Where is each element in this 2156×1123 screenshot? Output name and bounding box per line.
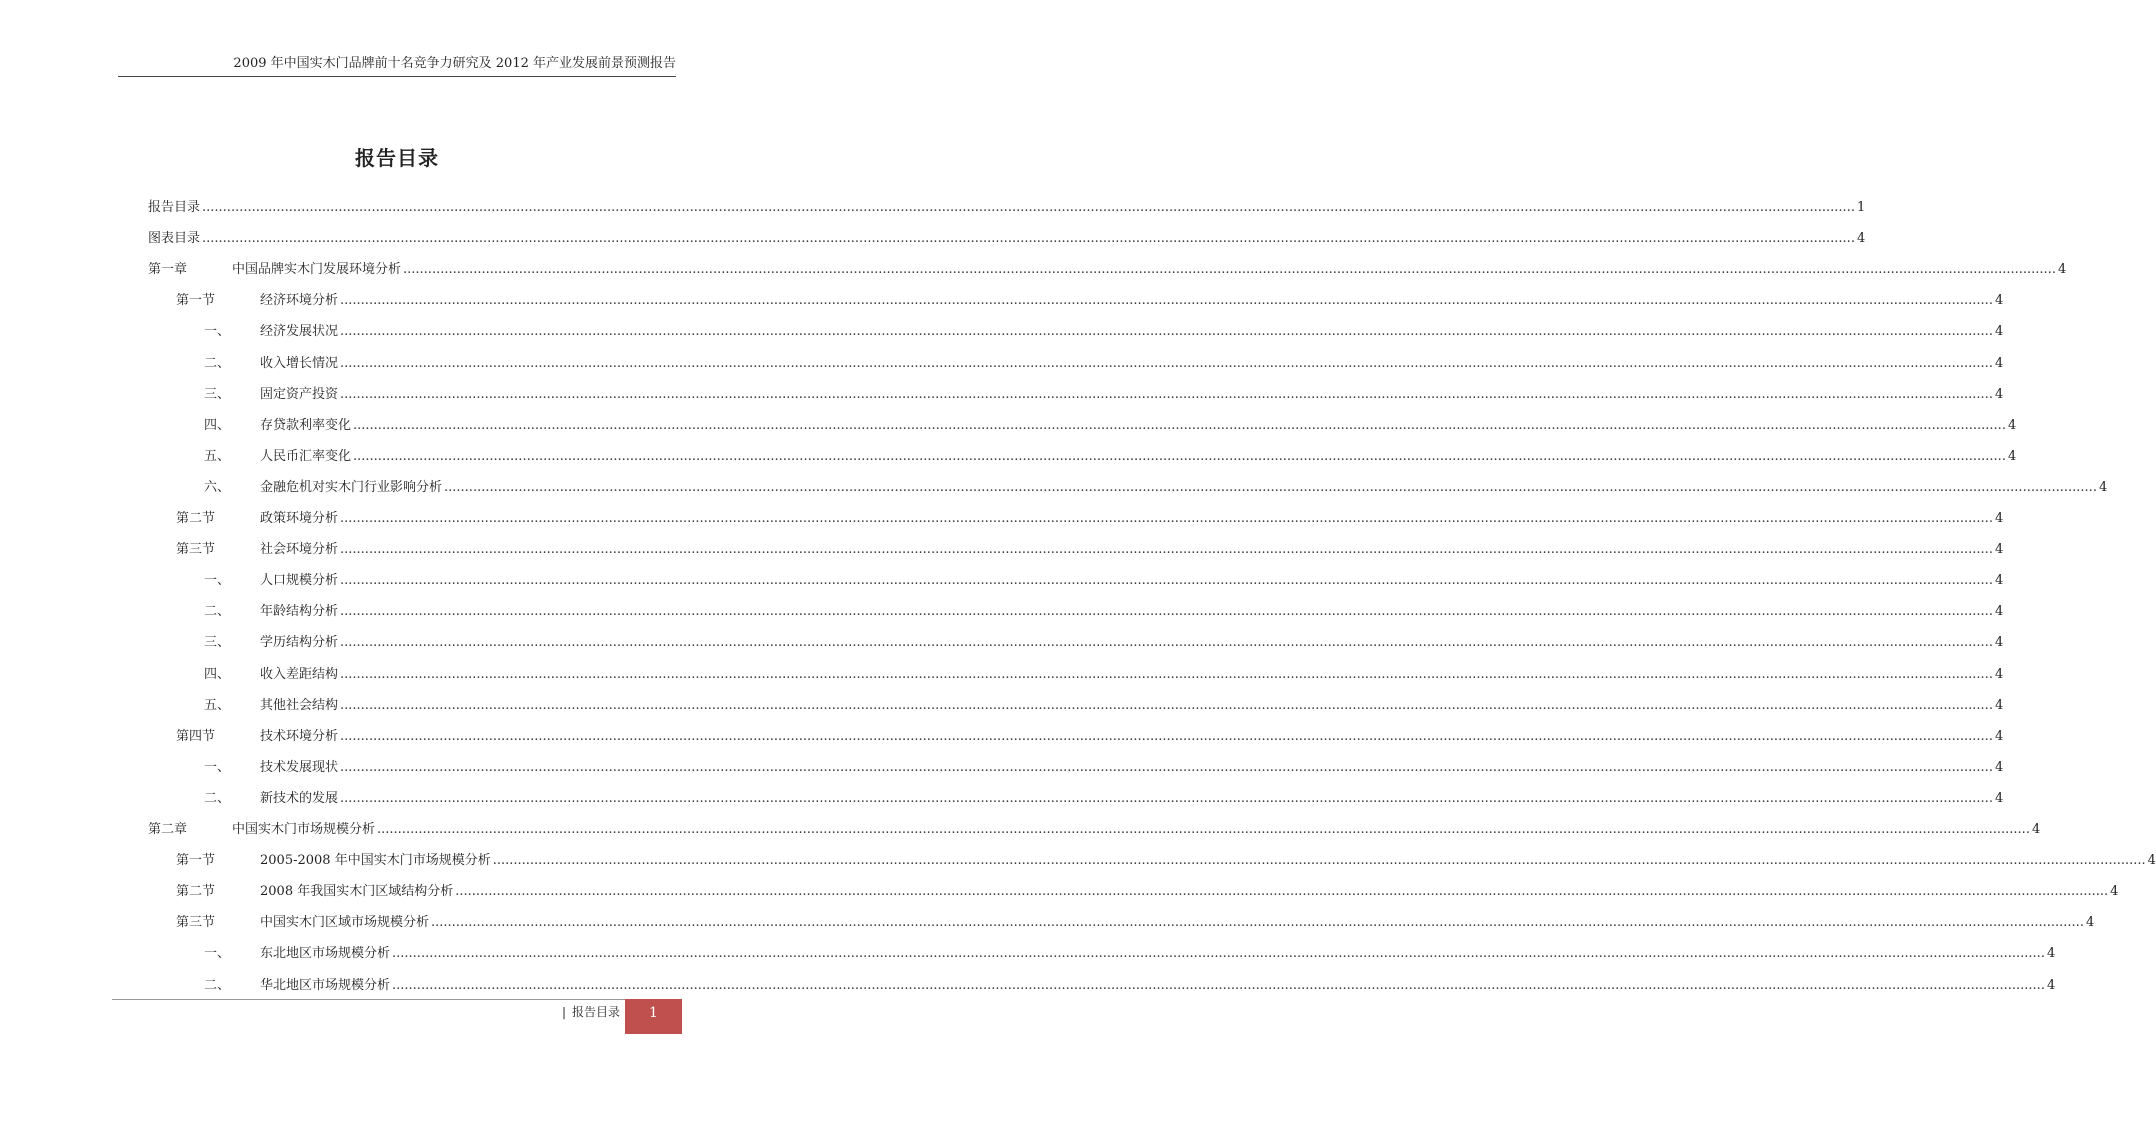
- toc-entry-page: 4: [2031, 822, 2041, 837]
- toc-entry[interactable]: [204, 383, 2004, 403]
- toc-entry-number: 一、: [204, 573, 231, 589]
- footer-divider: [112, 999, 680, 1000]
- toc-dot-leader: ................................................................................................................................................................................................................................................................................................................................................................................................................: [353, 417, 2006, 433]
- toc-entry[interactable]: [176, 507, 2004, 527]
- toc-entry[interactable]: [204, 445, 2017, 465]
- toc-entry-page: 4: [2046, 977, 2056, 993]
- running-header: [118, 56, 676, 77]
- toc-entry[interactable]: [204, 476, 2108, 496]
- toc-entry[interactable]: [176, 849, 2156, 869]
- toc-entry-title: 政策环境分析: [260, 511, 339, 526]
- toc-entry-title: 社会环境分析: [260, 542, 339, 558]
- toc-dot-leader: ................................................................................................................................................................................................................................................................................................................................................................................................................: [202, 231, 1855, 247]
- toc-entry-title: 年龄结构分析: [260, 604, 339, 620]
- toc-entry[interactable]: [204, 320, 2004, 340]
- toc-dot-leader: ................................................................................................................................................................................................................................................................................................................................................................................................................: [377, 822, 2030, 837]
- toc-entry-title: 固定资产投资: [260, 386, 339, 402]
- toc-entry-number: 第一节: [176, 853, 216, 869]
- toc-entry-page: 1: [1856, 200, 1866, 215]
- toc-entry-page: 4: [1856, 231, 1866, 247]
- toc-entry-title: 金融危机对实木门行业影响分析: [260, 479, 443, 495]
- toc-dot-leader: ................................................................................................................................................................................................................................................................................................................................................................................................................: [340, 728, 1993, 744]
- toc-entry-number: 二、: [204, 790, 231, 806]
- toc-entry-page: 4: [1994, 355, 2004, 371]
- toc-dot-leader: ................................................................................................................................................................................................................................................................................................................................................................................................................: [444, 479, 2097, 495]
- toc-entry-page: 4: [2046, 946, 2056, 962]
- toc-dot-leader: ................................................................................................................................................................................................................................................................................................................................................................................................................: [340, 790, 1993, 806]
- toc-entry-number: 一、: [204, 324, 231, 340]
- toc-entry[interactable]: [204, 663, 2004, 683]
- toc-entry-title: 其他社会结构: [260, 697, 339, 713]
- toc-dot-leader: ................................................................................................................................................................................................................................................................................................................................................................................................................: [340, 697, 1993, 713]
- toc-entry-title: 华北地区市场规模分析: [260, 977, 391, 993]
- toc-entry-page: 4: [1994, 573, 2004, 589]
- footer-label: [520, 1004, 620, 1020]
- toc-dot-leader: ................................................................................................................................................................................................................................................................................................................................................................................................................: [340, 666, 1993, 682]
- footer-page-number: 1: [625, 999, 682, 1034]
- toc-dot-leader: ................................................................................................................................................................................................................................................................................................................................................................................................................: [202, 200, 1855, 215]
- toc-entry-number: 三、: [204, 635, 231, 651]
- toc-entry-number: 第二节: [176, 511, 216, 526]
- toc-entry-title: 中国实木门区域市场规模分析: [260, 915, 430, 931]
- toc-entry-page: 4: [2057, 262, 2067, 278]
- toc-entry-title: 存贷款利率变化: [260, 417, 352, 433]
- toc-entry-number: 五、: [204, 448, 231, 464]
- toc-entry[interactable]: [204, 569, 2004, 589]
- toc-entry[interactable]: [176, 880, 2119, 900]
- toc-dot-leader: ................................................................................................................................................................................................................................................................................................................................................................................................................: [340, 604, 1993, 620]
- toc-entry-title: 技术发展现状: [260, 759, 339, 775]
- toc-entry-number: 二、: [204, 604, 231, 620]
- toc-entry-number: 第三节: [176, 915, 216, 931]
- toc-entry-number: 一、: [204, 946, 231, 962]
- toc-entry[interactable]: [204, 787, 2004, 807]
- toc-entry-page: 4: [2007, 448, 2017, 464]
- toc-entry-number: 第二章: [148, 822, 188, 837]
- toc-entry[interactable]: [176, 289, 2004, 309]
- toc-dot-leader: ................................................................................................................................................................................................................................................................................................................................................................................................................: [340, 355, 1993, 371]
- toc-entry-title: 经济发展状况: [260, 324, 339, 340]
- toc-entry-page: 4: [1994, 511, 2004, 526]
- toc-entry[interactable]: [204, 352, 2004, 372]
- toc-entry-title: 经济环境分析: [260, 293, 339, 309]
- toc-entry-title: 报告目录: [148, 200, 201, 215]
- footer-section-label: 报告目录: [571, 1005, 620, 1019]
- toc-entry-page: 4: [1994, 759, 2004, 775]
- toc-dot-leader: ................................................................................................................................................................................................................................................................................................................................................................................................................: [340, 324, 1993, 340]
- toc-entry-page: 4: [2110, 884, 2119, 900]
- footer-separator: |: [561, 1005, 566, 1019]
- toc-dot-leader: ................................................................................................................................................................................................................................................................................................................................................................................................................: [340, 386, 1993, 402]
- toc-entry-title: 图表目录: [148, 231, 201, 247]
- toc-entry[interactable]: [204, 694, 2004, 714]
- toc-dot-leader: ................................................................................................................................................................................................................................................................................................................................................................................................................: [340, 635, 1993, 651]
- toc-entry[interactable]: [204, 414, 2017, 434]
- toc-entry[interactable]: [204, 974, 2056, 994]
- toc-dot-leader: ................................................................................................................................................................................................................................................................................................................................................................................................................: [340, 542, 1993, 558]
- toc-entry-title: 2005-2008 年中国实木门市场规模分析: [260, 853, 491, 869]
- toc-entry-page: 4: [2085, 915, 2095, 931]
- toc-dot-leader: ................................................................................................................................................................................................................................................................................................................................................................................................................: [455, 884, 2109, 900]
- toc-entry-number: 四、: [204, 666, 231, 682]
- toc-entry[interactable]: [176, 725, 2004, 745]
- toc-dot-leader: ................................................................................................................................................................................................................................................................................................................................................................................................................: [340, 759, 1993, 775]
- toc-entry-number: 二、: [204, 977, 231, 993]
- toc-entry-page: 4: [1994, 635, 2004, 651]
- toc-entry-page: 4: [1994, 728, 2004, 744]
- toc-entry-number: 一、: [204, 759, 231, 775]
- toc-entry-number: 第二节: [176, 884, 216, 900]
- toc-entry-page: 4: [1994, 790, 2004, 806]
- toc-entry[interactable]: [176, 538, 2004, 558]
- toc-entry-title: 东北地区市场规模分析: [260, 946, 391, 962]
- toc-entry-page: 4: [1994, 697, 2004, 713]
- toc-entry-number: 五、: [204, 697, 231, 713]
- toc-entry[interactable]: [204, 600, 2004, 620]
- toc-entry-title: 中国品牌实木门发展环境分析: [232, 262, 402, 278]
- toc-entry[interactable]: [148, 196, 1866, 216]
- toc-entry-page: 4: [1994, 293, 2004, 309]
- toc-entry-title: 2008 年我国实木门区域结构分析: [260, 884, 454, 900]
- toc-entry-page: 4: [2007, 417, 2017, 433]
- toc-entry-title: 技术环境分析: [260, 728, 339, 744]
- toc-entry[interactable]: [148, 258, 2067, 278]
- toc-dot-leader: ................................................................................................................................................................................................................................................................................................................................................................................................................: [431, 915, 2084, 931]
- toc-dot-leader: ................................................................................................................................................................................................................................................................................................................................................................................................................: [340, 573, 1993, 589]
- header-text: 2009 年中国实木门品牌前十名竞争力研究及 2012 年产业发展前景预测报告: [233, 56, 676, 71]
- toc-dot-leader: ................................................................................................................................................................................................................................................................................................................................................................................................................: [340, 511, 1993, 526]
- toc-entry-page: 4: [1994, 542, 2004, 558]
- toc-entry[interactable]: [148, 227, 1866, 247]
- toc-entry-page: 4: [2098, 479, 2108, 495]
- toc-dot-leader: ................................................................................................................................................................................................................................................................................................................................................................................................................: [340, 293, 1993, 309]
- page-title: 报告目录: [355, 146, 439, 170]
- toc-entry-page: 4: [1994, 604, 2004, 620]
- toc-entry-number: 六、: [204, 479, 231, 495]
- toc-entry-title: 中国实木门市场规模分析: [232, 822, 376, 837]
- toc-entry-number: 第四节: [176, 728, 216, 744]
- toc-entry-page: 4: [1994, 386, 2004, 402]
- toc-dot-leader: ................................................................................................................................................................................................................................................................................................................................................................................................................: [353, 448, 2006, 464]
- toc-entry-title: 新技术的发展: [260, 790, 339, 806]
- toc-entry-number: 二、: [204, 355, 231, 371]
- toc-entry-number: 第一章: [148, 262, 188, 278]
- toc-entry-title: 学历结构分析: [260, 635, 339, 651]
- toc-dot-leader: ................................................................................................................................................................................................................................................................................................................................................................................................................: [392, 977, 2045, 993]
- toc-entry-title: 收入增长情况: [260, 355, 339, 371]
- toc-entry-number: 第一节: [176, 293, 216, 309]
- toc-dot-leader: ................................................................................................................................................................................................................................................................................................................................................................................................................: [403, 262, 2056, 278]
- toc-entry-page: 4: [1994, 666, 2004, 682]
- toc-dot-leader: ................................................................................................................................................................................................................................................................................................................................................................................................................: [492, 853, 2146, 869]
- toc-entry-page: 4: [2147, 853, 2156, 869]
- toc-entry-number: 三、: [204, 386, 231, 402]
- toc-entry[interactable]: [176, 911, 2095, 931]
- toc-entry-title: 人口规模分析: [260, 573, 339, 589]
- toc-entry-number: 第三节: [176, 542, 216, 558]
- toc-entry[interactable]: [204, 756, 2004, 776]
- toc-dot-leader: ................................................................................................................................................................................................................................................................................................................................................................................................................: [392, 946, 2045, 962]
- toc-entry-title: 收入差距结构: [260, 666, 339, 682]
- toc-entry[interactable]: [204, 942, 2056, 962]
- toc-entry[interactable]: [204, 631, 2004, 651]
- toc-entry-number: 四、: [204, 417, 231, 433]
- toc-entry[interactable]: [148, 818, 2041, 838]
- toc-entry-page: 4: [1994, 324, 2004, 340]
- toc-entry-title: 人民币汇率变化: [260, 448, 352, 464]
